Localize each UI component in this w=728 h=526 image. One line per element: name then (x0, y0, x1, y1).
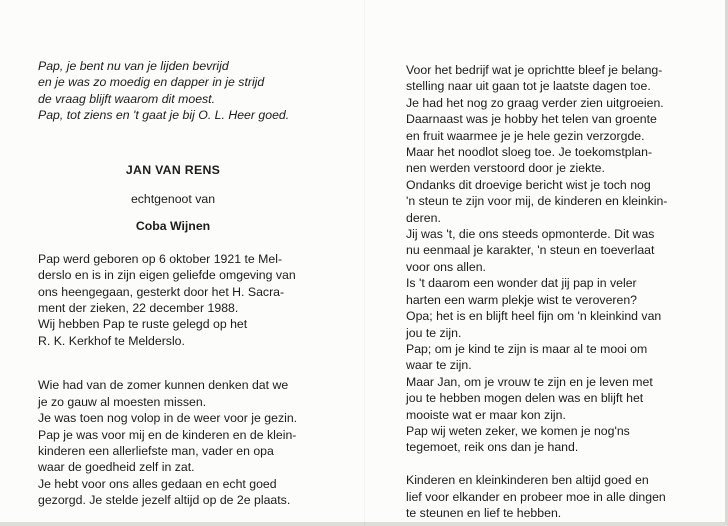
fold-line (364, 0, 365, 526)
bio-line: Pap werd geboren op 6 oktober 1921 te Mel- (38, 251, 283, 266)
text-line: stelling naar uit gaan tot je laatste dagen toe. (406, 79, 651, 94)
text-line: mooiste wat er maar kon zijn. (406, 407, 566, 422)
bio-line: ment der zieken, 22 december 1988. (38, 301, 239, 316)
text-line: tegemoet, reik ons dan je hand. (406, 440, 579, 455)
bio-line: Wij hebben Pap te ruste gelegd op het (38, 317, 248, 332)
closing-line: lief voor elkander en probeer moe in alle dingen (406, 489, 666, 504)
text-line: deren. (406, 210, 441, 225)
right-page (406, 62, 712, 521)
text-line: en fruit waarmee je je hele gezin verzorgde. (406, 128, 645, 143)
memory-line: kinderen een allerliefste man, vader en opa (38, 443, 274, 458)
poem-line: Pap, tot ziens en 't gaat je bij O. L. Heer goed. (38, 108, 290, 123)
text-line: Voor het bedrijf wat je oprichtte bleef je belang- (406, 63, 663, 77)
memory-line: Je was toen nog volop in de weer voor je gezin. (38, 411, 298, 426)
text-line: nen werden verstoord door je ziekte. (406, 161, 605, 176)
bio-line: derslo en is in zijn eigen geliefde omgeving van (38, 268, 296, 283)
text-line: Is 't daarom een wonder dat jij pap in veler (406, 276, 637, 291)
spouse-name: Coba Wijnen (135, 219, 211, 234)
text-line: 'n steun te zijn voor mij, de kinderen en kleinkin- (406, 194, 668, 209)
spouse-label: echtgenoot van (130, 192, 216, 207)
text-line: nu eenmaal je karakter, 'n steun en toeverlaat (406, 243, 655, 258)
memory-line: waar de goedheid zelf in zat. (38, 460, 195, 475)
text-line: harten een warm plekje wist te veroveren? (406, 292, 638, 307)
text-line: Jij was 't, die ons steeds opmonterde. Dit was (406, 227, 655, 242)
poem-line: en je was zo moedig en dapper in je strijd (38, 75, 265, 90)
bio-line: R. K. Kerkhof te Melderslo. (38, 333, 185, 348)
paragraph-gap (406, 456, 712, 472)
text-line: Maar het noodlot sloeg toe. Je toekomstplan- (406, 145, 653, 160)
memory-line: je zo gauw al moesten missen. (38, 394, 207, 409)
poem-line: de vraag blijft waarom dit moest. (38, 91, 216, 106)
bio-line: ons heengegaan, gesterkt door het H. Sacra- (38, 284, 285, 299)
text-line: Pap; om je kind te zijn is maar al te mooi om (406, 341, 648, 356)
text-line: Ondanks dit droevige bericht wist je toch nog (406, 177, 651, 192)
memory-text (38, 377, 338, 508)
text-line: jou te zijn. (406, 325, 462, 340)
closing-line: Kinderen en kleinkinderen ben altijd goed en (406, 473, 649, 488)
text-line: Opa; het is en blijft heel fijn om 'n kleinkind van (406, 309, 662, 324)
memory-line: gezorgd. Je stelde jezelf altijd op de 2e plaats. (38, 493, 291, 508)
memory-line: Pap je was voor mij en de kinderen en de klein- (38, 427, 297, 442)
biography (38, 251, 338, 349)
text-line: Daarnaast was je hobby het telen van groente (406, 112, 657, 127)
closing-line: te steunen en lief te hebben. (406, 505, 562, 520)
left-page (38, 58, 338, 509)
memory-line: Je hebt voor ons alles gedaan en echt goed (38, 476, 277, 491)
text-line: Maar Jan, om je vrouw te zijn en je leven met (406, 374, 653, 389)
text-line: Pap wij weten zeker, we komen je nog'ns (406, 423, 630, 438)
poem-line: Pap, je bent nu van je lijden bevrijd (38, 59, 229, 73)
deceased-name: JAN VAN RENS (125, 162, 221, 177)
memory-line: Wie had van de zomer kunnen denken dat we (38, 378, 289, 393)
text-line: voor ons allen. (406, 259, 486, 274)
text-line: jou te hebben mogen delen was en blijft het (406, 391, 644, 406)
text-line: Je had het nog zo graag verder zien uitgroeien. (406, 95, 664, 110)
poem (38, 58, 338, 124)
text-line: waar te zijn. (406, 358, 472, 373)
